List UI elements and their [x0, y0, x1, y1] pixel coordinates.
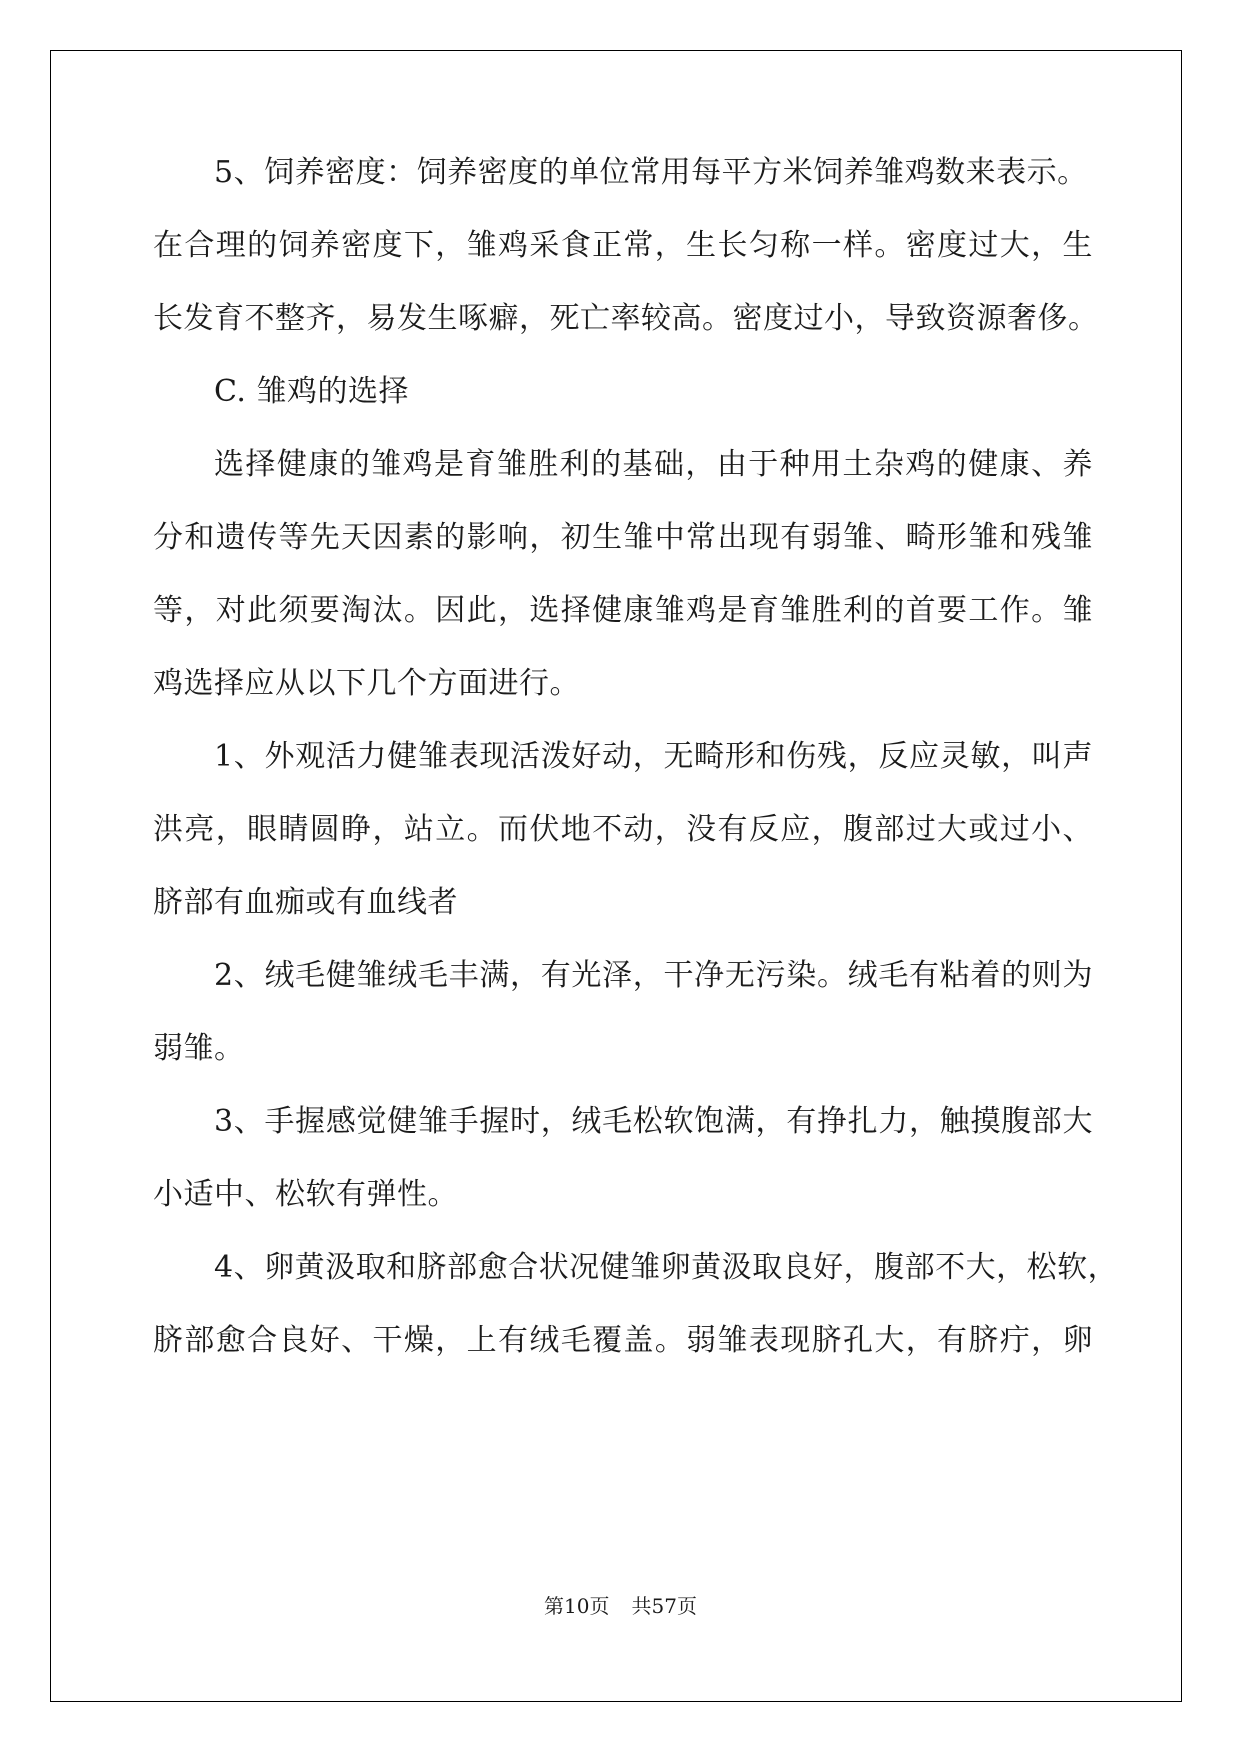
- paragraph-line: 2、绒毛健雏绒毛丰满，有光泽，干净无污染。绒毛有粘着的则为: [214, 958, 1093, 993]
- paragraph-line: 弱雏。: [153, 1031, 245, 1066]
- paragraph-line: 脐部有血痂或有血线者: [153, 885, 458, 920]
- section-heading: C. 雏鸡的选择: [214, 374, 409, 409]
- paragraph-line: 分和遗传等先天因素的影响，初生雏中常出现有弱雏、畸形雏和残雏: [153, 520, 1093, 555]
- page-total: 共57页: [631, 1594, 697, 1618]
- paragraph-line: 选择健康的雏鸡是育雏胜利的基础，由于种用土杂鸡的健康、养: [214, 447, 1093, 482]
- paragraph-line: 长发育不整齐，易发生啄癖，死亡率较高。密度过小，导致资源奢侈。: [153, 301, 1099, 336]
- paragraph-line: 脐部愈合良好、干燥，上有绒毛覆盖。弱雏表现脐孔大，有脐疔，卵: [153, 1323, 1093, 1358]
- paragraph-line: 5、饲养密度：饲养密度的单位常用每平方米饲养雏鸡数来表示。: [214, 155, 1088, 190]
- paragraph-line: 等，对此须要淘汰。因此，选择健康雏鸡是育雏胜利的首要工作。雏: [153, 593, 1093, 628]
- paragraph-line: 鸡选择应从以下几个方面进行。: [153, 666, 580, 701]
- paragraph-line: 4、卵黄汲取和脐部愈合状况健雏卵黄汲取良好，腹部不大，松软，: [214, 1250, 1119, 1285]
- paragraph-line: 小适中、松软有弹性。: [153, 1177, 458, 1212]
- page-number: 第10页: [544, 1594, 610, 1618]
- page-footer: [0, 1590, 1241, 1619]
- paragraph-line: 洪亮，眼睛圆睁，站立。而伏地不动，没有反应，腹部过大或过小、: [153, 812, 1093, 847]
- page-border: [50, 50, 1182, 1702]
- paragraph-line: 1、外观活力健雏表现活泼好动，无畸形和伤残，反应灵敏，叫声: [214, 739, 1093, 774]
- paragraph-line: 在合理的饲养密度下，雏鸡采食正常，生长匀称一样。密度过大，生: [153, 228, 1093, 263]
- paragraph-line: 3、手握感觉健雏手握时，绒毛松软饱满，有挣扎力，触摸腹部大: [214, 1104, 1093, 1139]
